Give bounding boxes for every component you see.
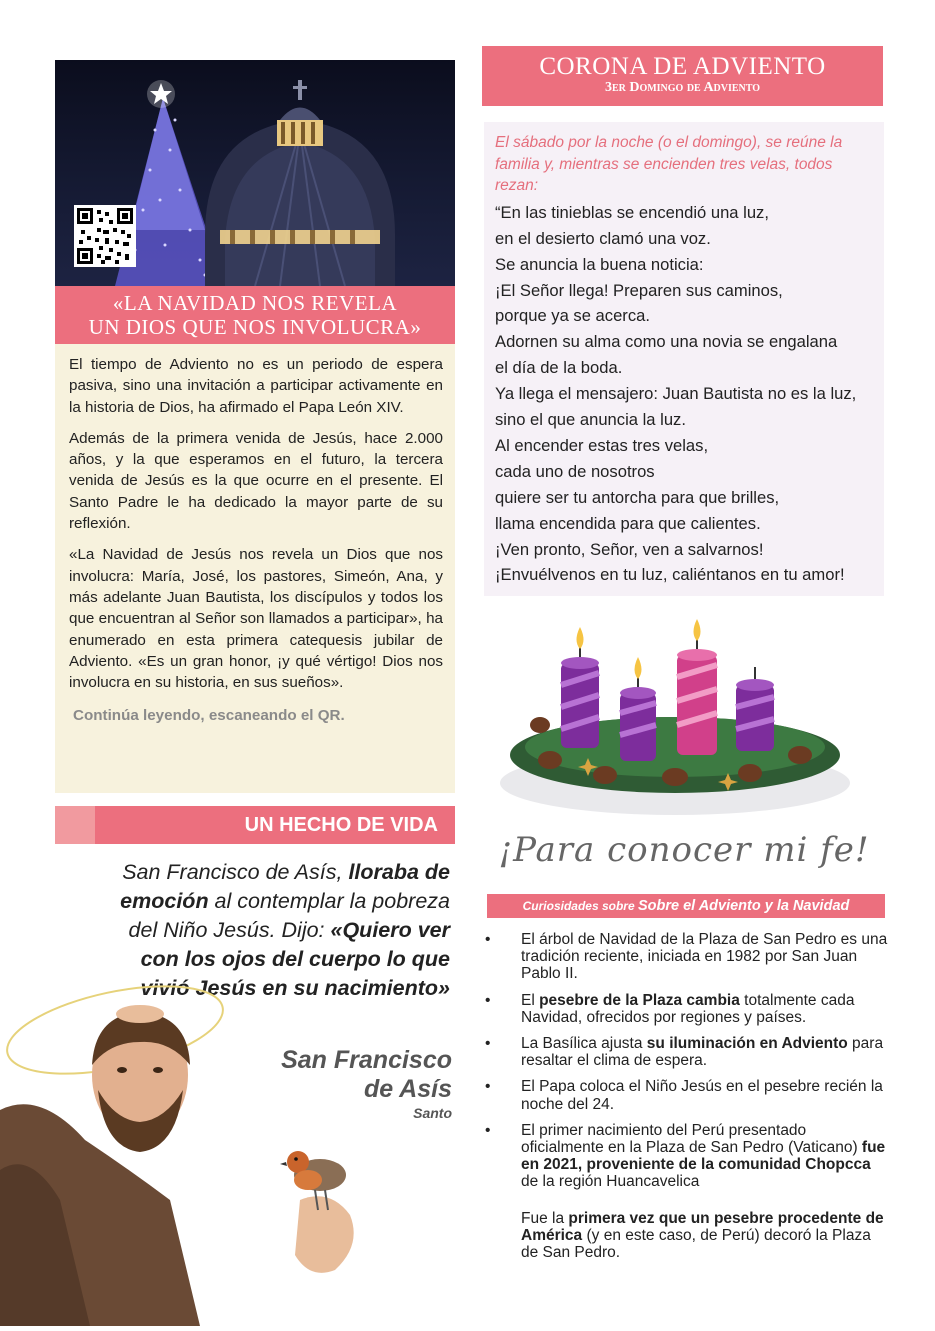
curio-title: Sobre el Adviento y la Navidad	[637, 898, 850, 914]
article-title-line2: UN DIOS QUE NOS INVOLUCRA»	[88, 315, 422, 339]
fact-text: El Papa coloca el Niño Jesús en el pesebre recién la noche del 24.	[521, 1078, 883, 1113]
prayer-line: ¡Envuélvenos en tu luz, caliéntanos en tu amor!	[495, 565, 845, 585]
article-paragraph: El tiempo de Adviento no es un periodo de espera pasiva, sino una invitación a participar activamente en la historia de Dios, ha afirmado el Papa León XIV.	[69, 356, 443, 416]
list-item	[483, 1122, 888, 1191]
fact-emphasis: su iluminación en Adviento	[646, 1035, 848, 1053]
article-title-line1: «LA NAVIDAD NOS REVELA	[112, 291, 398, 315]
prayer-line: porque ya se acerca.	[495, 306, 650, 326]
quote-emphasis: lloraba de emoción	[120, 860, 450, 913]
hecho-banner-square	[55, 806, 95, 844]
bullet: •	[485, 1121, 491, 1139]
list-item	[483, 1078, 888, 1112]
fact-emphasis: primera vez que un pesebre procedente de América	[521, 1210, 884, 1245]
bullet: •	[485, 1035, 491, 1053]
prayer-line: ¡Ven pronto, Señor, ven a salvarnos!	[495, 539, 764, 559]
prayer-line: Adornen su alma como una novia se engalana	[495, 332, 838, 352]
prayer-line: cada uno de nosotros	[495, 461, 655, 481]
article-paragraph: «La Navidad de Jesús nos revela un Dios que nos involucra: María, José, los pastores, Simeón, Ana, y más adelante Juan Bautista, los discípulos y todos los que encuentran al Señor son llamados a participar», ha enumerado en esta primera catequesis jubilar de Adviento. «Es un gran honor, ¡y qué vértigo! Dios nos involucra en su historia, en sus sueños».	[69, 546, 443, 692]
advent-prayer-box	[484, 122, 884, 596]
prayer-line: Al encender estas tres velas,	[495, 435, 709, 455]
hecho-title: UN HECHO DE VIDA	[244, 814, 438, 836]
prayer-line: Ya llega el mensajero: Juan Bautista no es la luz,	[495, 384, 857, 404]
article-banner	[55, 286, 455, 344]
corona-title: CORONA DE ADVIENTO	[539, 53, 826, 80]
qr-code[interactable]	[74, 205, 136, 267]
fact-text: Fue la	[521, 1210, 569, 1227]
corona-banner	[482, 46, 883, 106]
prayer-intro: El sábado por la noche (o el domingo), se reúne la familia y, mientras se encienden tres velas, todos rezan:	[495, 134, 843, 195]
fact-emphasis: fue en 2021, proveniente de la comunidad Chopcca	[521, 1139, 886, 1174]
fact-emphasis: pesebre de la Plaza cambia	[539, 991, 740, 1009]
fact-text: El primer nacimiento del Perú presentado oficialmente en la Plaza de San Pedro (Vaticano)	[521, 1121, 862, 1157]
bullet: •	[485, 931, 491, 948]
curio-prefix: Curiosidades sobre	[522, 899, 638, 913]
prayer-line: en el desierto clamó una voz.	[495, 228, 711, 248]
fact-text: El	[521, 991, 540, 1009]
list-item	[483, 1035, 888, 1069]
fact-text: La Basílica ajusta	[521, 1035, 647, 1053]
article-body	[55, 344, 455, 793]
list-item	[483, 931, 888, 983]
fact-text: El árbol de Navidad de la Plaza de San Pedro es una tradición reciente, iniciada en 1982 por San Juan Pablo II.	[521, 931, 888, 983]
prayer-line: sino el que anuncia la luz.	[495, 410, 686, 430]
prayer-line: quiere ser tu antorcha para que brilles,	[495, 487, 780, 507]
facts-list	[483, 931, 888, 1200]
read-more-note: Continúa leyendo, escaneando el QR.	[73, 707, 345, 725]
curiosities-banner	[487, 894, 885, 918]
fact-text: de la región Huancavelica	[521, 1173, 700, 1191]
fact-text: (y en este caso, de Perú) decoró la Plaza de San Pedro.	[521, 1227, 871, 1262]
corona-subtitle: 3er Domingo de Adviento	[604, 80, 761, 95]
prayer-line: “En las tinieblas se encendió una luz,	[495, 202, 769, 222]
prayer-line: Se anuncia la buena noticia:	[495, 254, 704, 274]
fact-followup	[521, 1210, 889, 1262]
list-item	[483, 992, 888, 1026]
prayer-line: el día de la boda.	[495, 358, 623, 378]
fact-text: totalmente cada Navidad, ofrecidos por regiones y países.	[521, 991, 855, 1026]
saint-francis-illustration	[0, 970, 400, 1326]
quote-part: al contemplar la pobreza del Niño Jesús. Dijo:	[128, 889, 450, 942]
fe-heading: ¡Para conocer mi fe!	[498, 830, 870, 870]
bullet: •	[485, 991, 491, 1009]
advent-wreath-illustration	[495, 615, 855, 825]
article-paragraph: Además de la primera venida de Jesús, hace 2.000 años, y la que esperamos en el futuro, la tercera venida de Jesús es la que ocurre en el presente. El Santo Padre le ha dedicado la mayor parte de su reflexión.	[69, 429, 443, 533]
quote-part: San Francisco de Asís,	[122, 860, 349, 884]
author-line2: de Asís	[363, 1075, 452, 1103]
bullet: •	[485, 1078, 491, 1096]
author-role: Santo	[413, 1105, 452, 1121]
prayer-line: ¡El Señor llega! Preparen sus caminos,	[495, 280, 783, 300]
quote-emphasis: «Quiero ver con los ojos del cuerpo lo que vivió Jesús en su nacimiento»	[140, 918, 450, 1000]
prayer-text	[495, 200, 876, 589]
fact-text: para resaltar el clima de espera.	[521, 1035, 884, 1070]
author-line1: San Francisco	[281, 1046, 452, 1074]
prayer-line: llama encendida para que calientes.	[495, 513, 761, 533]
